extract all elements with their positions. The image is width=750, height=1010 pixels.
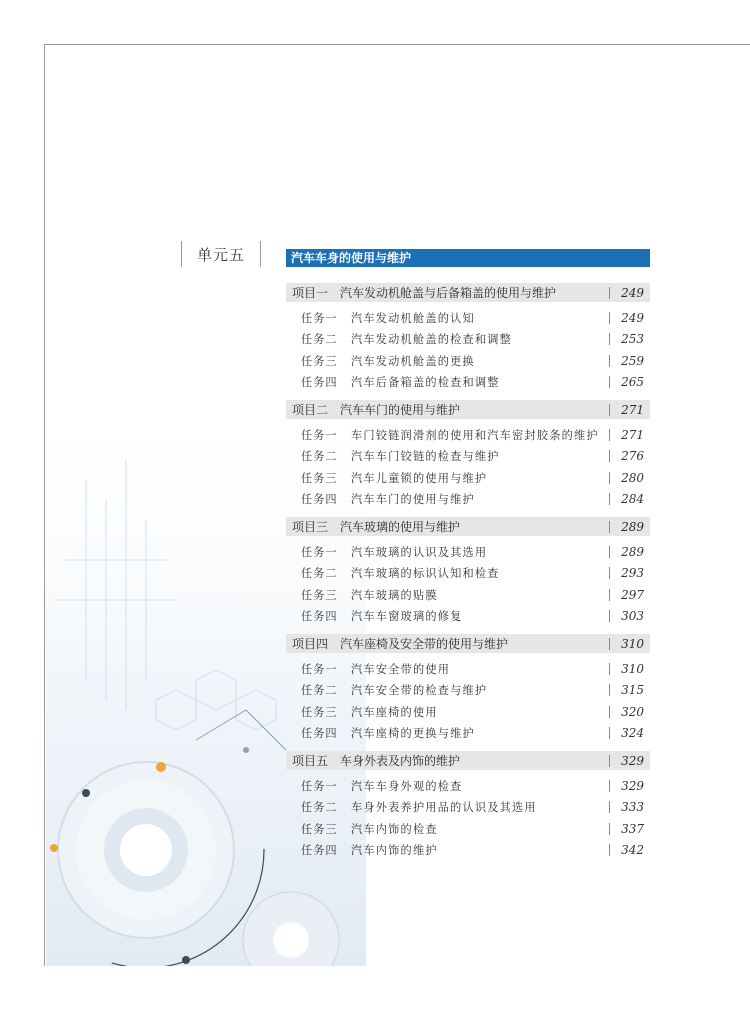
project-page-number: 310 <box>609 634 644 653</box>
task-number: 任务三 <box>301 471 338 485</box>
task-row[interactable] <box>286 658 650 680</box>
task-title: 汽车车身外观的检查 <box>351 779 463 793</box>
task-title: 汽车后备箱盖的检查和调整 <box>351 376 500 390</box>
unit-title-banner: 汽车车身的使用与维护 <box>286 249 650 267</box>
task-row[interactable] <box>286 606 650 628</box>
project-title: 汽车发动机舱盖与后备箱盖的使用与维护 <box>340 286 557 300</box>
task-title: 汽车发动机舱盖的检查和调整 <box>351 333 513 347</box>
unit-label: 单元五 <box>181 241 261 267</box>
task-title: 汽车儿童锁的使用与维护 <box>351 471 488 485</box>
task-list <box>286 541 650 627</box>
task-title: 汽车车窗玻璃的修复 <box>351 610 463 624</box>
task-row[interactable] <box>286 329 650 351</box>
task-page-number: 320 <box>609 701 644 723</box>
task-row[interactable] <box>286 701 650 723</box>
project-row[interactable] <box>286 400 650 419</box>
task-number: 任务二 <box>301 333 338 347</box>
project-number: 项目二 <box>292 403 329 417</box>
task-title: 汽车玻璃的贴膜 <box>351 588 438 602</box>
task-row[interactable] <box>286 775 650 797</box>
task-title: 汽车车门铰链的检查与维护 <box>351 450 500 464</box>
task-page-number: 342 <box>609 840 644 862</box>
task-number: 任务二 <box>301 684 338 698</box>
task-number: 任务一 <box>301 779 338 793</box>
task-number: 任务二 <box>301 450 338 464</box>
task-title: 汽车玻璃的标识认知和检查 <box>351 567 500 581</box>
task-title: 汽车安全带的使用 <box>351 662 451 676</box>
task-row[interactable] <box>286 350 650 372</box>
project-row[interactable] <box>286 634 650 653</box>
task-title: 汽车内饰的检查 <box>351 822 438 836</box>
task-row[interactable] <box>286 723 650 745</box>
task-title: 车身外表养护用品的认识及其选用 <box>351 801 537 815</box>
task-page-number: 315 <box>609 680 644 702</box>
task-page-number: 249 <box>609 307 644 329</box>
task-row[interactable] <box>286 541 650 563</box>
page-border-left <box>44 44 45 966</box>
task-page-number: 289 <box>609 541 644 563</box>
project-section <box>286 517 650 627</box>
project-title: 车身外表及内饰的维护 <box>340 754 461 768</box>
task-page-number: 303 <box>609 606 644 628</box>
task-title: 汽车座椅的使用 <box>351 705 438 719</box>
task-row[interactable] <box>286 818 650 840</box>
project-number: 项目四 <box>292 637 329 651</box>
task-page-number: 324 <box>609 723 644 745</box>
task-number: 任务一 <box>301 545 338 559</box>
project-section <box>286 400 650 510</box>
project-row[interactable] <box>286 751 650 770</box>
task-title: 汽车发动机舱盖的更换 <box>351 354 475 368</box>
task-title: 汽车座椅的更换与维护 <box>351 727 475 741</box>
task-row[interactable] <box>286 424 650 446</box>
task-row[interactable] <box>286 489 650 511</box>
task-page-number: 271 <box>609 424 644 446</box>
project-page-number: 271 <box>609 400 644 419</box>
task-title: 汽车发动机舱盖的认知 <box>351 311 475 325</box>
project-number: 项目一 <box>292 286 329 300</box>
page-border-top <box>44 44 750 45</box>
task-row[interactable] <box>286 584 650 606</box>
task-list <box>286 658 650 744</box>
project-title: 汽车车门的使用与维护 <box>340 403 461 417</box>
task-number: 任务四 <box>301 610 338 624</box>
task-row[interactable] <box>286 563 650 585</box>
task-number: 任务三 <box>301 822 338 836</box>
project-number: 项目三 <box>292 520 329 534</box>
task-page-number: 333 <box>609 797 644 819</box>
project-page-number: 329 <box>609 751 644 770</box>
task-number: 任务四 <box>301 844 338 858</box>
task-page-number: 276 <box>609 446 644 468</box>
task-row[interactable] <box>286 797 650 819</box>
task-number: 任务三 <box>301 705 338 719</box>
task-title: 汽车安全带的检查与维护 <box>351 684 488 698</box>
project-section <box>286 634 650 744</box>
task-row[interactable] <box>286 680 650 702</box>
task-page-number: 297 <box>609 584 644 606</box>
task-page-number: 259 <box>609 350 644 372</box>
task-row[interactable] <box>286 467 650 489</box>
task-title: 汽车车门的使用与维护 <box>351 493 475 507</box>
project-section <box>286 751 650 861</box>
task-number: 任务四 <box>301 376 338 390</box>
project-section <box>286 283 650 393</box>
task-number: 任务一 <box>301 662 338 676</box>
task-title: 车门铰链润滑剂的使用和汽车密封胶条的维护 <box>351 428 599 442</box>
task-title: 汽车内饰的维护 <box>351 844 438 858</box>
table-of-contents <box>286 283 650 868</box>
project-row[interactable] <box>286 517 650 536</box>
project-number: 项目五 <box>292 754 329 768</box>
task-number: 任务一 <box>301 428 338 442</box>
task-list <box>286 775 650 861</box>
task-row[interactable] <box>286 372 650 394</box>
task-page-number: 253 <box>609 329 644 351</box>
project-title: 汽车玻璃的使用与维护 <box>340 520 461 534</box>
project-page-number: 289 <box>609 517 644 536</box>
task-page-number: 310 <box>609 658 644 680</box>
project-title: 汽车座椅及安全带的使用与维护 <box>340 637 509 651</box>
task-page-number: 284 <box>609 489 644 511</box>
task-number: 任务二 <box>301 567 338 581</box>
task-number: 任务三 <box>301 588 338 602</box>
task-row[interactable] <box>286 840 650 862</box>
task-row[interactable] <box>286 446 650 468</box>
task-number: 任务二 <box>301 801 338 815</box>
task-list <box>286 424 650 510</box>
project-page-number: 249 <box>609 283 644 302</box>
task-number: 任务一 <box>301 311 338 325</box>
task-page-number: 265 <box>609 372 644 394</box>
task-page-number: 293 <box>609 563 644 585</box>
task-page-number: 329 <box>609 775 644 797</box>
task-page-number: 337 <box>609 818 644 840</box>
task-number: 任务三 <box>301 354 338 368</box>
task-page-number: 280 <box>609 467 644 489</box>
task-list <box>286 307 650 393</box>
task-number: 任务四 <box>301 493 338 507</box>
task-title: 汽车玻璃的认识及其选用 <box>351 545 488 559</box>
task-number: 任务四 <box>301 727 338 741</box>
project-row[interactable] <box>286 283 650 302</box>
task-row[interactable] <box>286 307 650 329</box>
